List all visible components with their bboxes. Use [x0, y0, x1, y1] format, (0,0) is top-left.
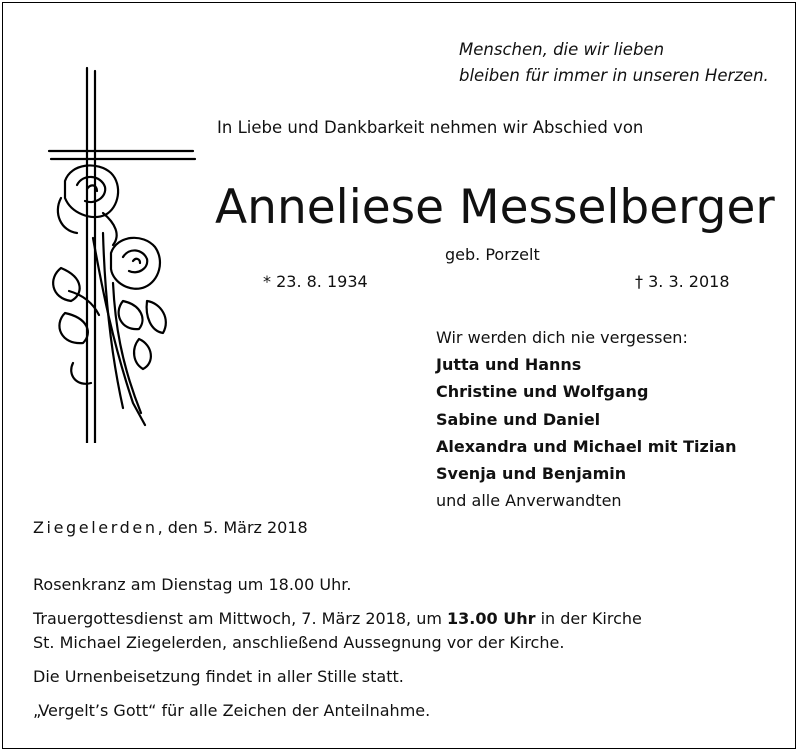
quote-line-1: Menschen, die wir lieben — [459, 40, 665, 59]
mourner-name: Svenja und Benjamin — [436, 464, 627, 484]
service-info — [33, 573, 642, 723]
mourner-name: Jutta und Hanns — [436, 355, 582, 375]
rosary-text: Rosenkranz am Dienstag um 18.00 Uhr. — [33, 575, 352, 594]
death-date: † 3. 3. 2018 — [635, 272, 730, 291]
thanks-text: „Vergelt’s Gott“ für alle Zeichen der Anteilnahme. — [33, 701, 431, 720]
cross-with-roses-icon — [43, 63, 203, 443]
birth-name: geb. Porzelt — [445, 245, 540, 264]
place-date — [33, 518, 308, 537]
urn-burial-text: Die Urnenbeisetzung findet in aller Stille statt. — [33, 667, 404, 686]
mass-text-start: Trauergottesdienst am Mittwoch, 7. März 2018, um — [33, 609, 448, 628]
mourner-name: Alexandra und Michael mit Tizian — [436, 436, 737, 456]
date-text: , den 5. März 2018 — [157, 518, 308, 537]
mourner-name: Christine und Wolfgang — [436, 382, 649, 402]
funeral-mass-location: St. Michael Ziegelerden, anschließend Aussegnung vor der Kirche. — [33, 633, 565, 652]
mourners-list — [436, 324, 736, 514]
funeral-mass-text — [33, 607, 642, 631]
mass-text-end: in der Kirche — [535, 609, 642, 628]
mass-time: 13.00 Uhr — [447, 609, 536, 628]
deceased-name: Anneliese Messelberger — [215, 180, 775, 235]
intro-text: In Liebe und Dankbarkeit nehmen wir Abschied von — [217, 118, 644, 137]
birth-date: * 23. 8. 1934 — [263, 272, 368, 291]
mourners-closing: und alle Anverwandten — [436, 491, 622, 511]
place-name: Ziegelerden — [33, 518, 158, 537]
quote-line-2: bleiben für immer in unseren Herzen. — [459, 66, 769, 85]
mourners-heading: Wir werden dich nie vergessen: — [436, 328, 688, 347]
memorial-quote — [459, 37, 769, 89]
mourner-name: Sabine und Daniel — [436, 409, 601, 429]
obituary-notice — [2, 2, 796, 749]
